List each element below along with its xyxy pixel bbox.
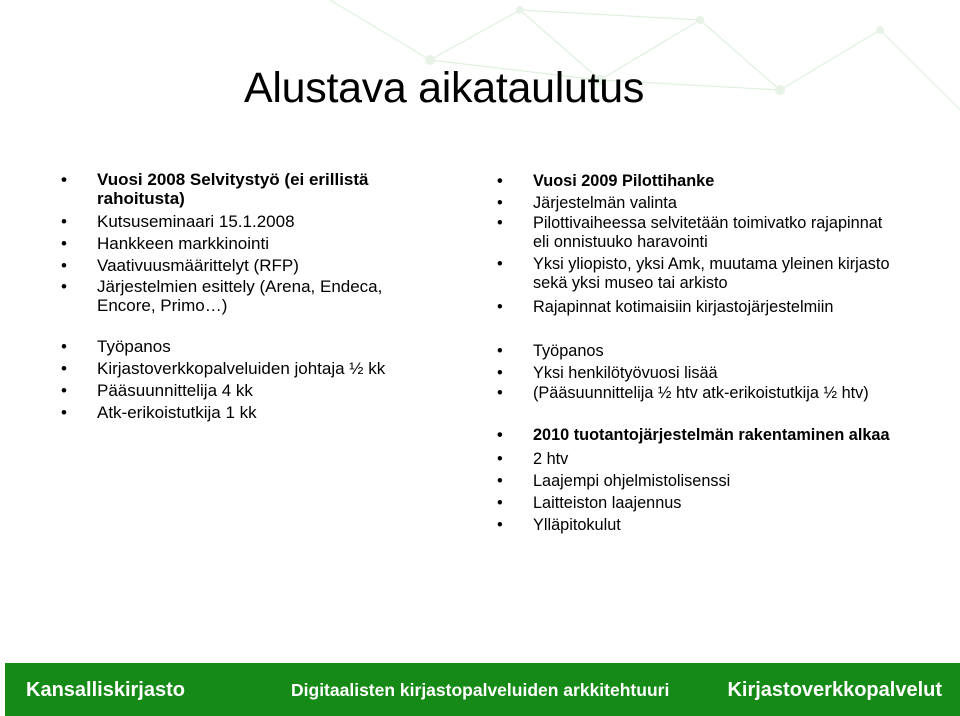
footer-bar xyxy=(5,663,960,716)
footer-center-text: Digitaalisten kirjastopalveluiden arkkitehtuuri xyxy=(291,680,670,700)
list-item: • Kirjastoverkkopalveluiden johtaja ½ kk xyxy=(97,358,427,380)
list-item: • Järjestelmän valinta xyxy=(533,192,893,214)
list-item: • Yksi yliopisto, yksi Amk, muutama yleinen kirjasto sekä yksi museo tai arkisto xyxy=(533,255,893,293)
list-item: • Laajempi ohjelmistolisenssi xyxy=(533,470,893,492)
list-item: • Kutsuseminaari 15.1.2008 xyxy=(97,211,427,233)
list-item: • Vuosi 2009 Pilottihanke xyxy=(533,170,893,192)
list-item: • Atk-erikoistutkija 1 kk xyxy=(97,402,427,424)
list-item: • Vuosi 2008 Selvitystyö (ei erillistä rahoitusta) xyxy=(97,170,427,208)
slide-title: Alustava aikataulutus xyxy=(244,64,645,112)
list-item: • Yksi henkilötyövuosi lisää xyxy=(533,362,893,384)
list-item: • Pääsuunnittelija 4 kk xyxy=(97,380,427,402)
list-item: • Laitteiston laajennus xyxy=(533,492,893,514)
footer-right-logo-text: Kirjastoverkkopalvelut xyxy=(727,679,942,701)
list-item: • Vaativuusmäärittelyt (RFP) xyxy=(97,255,427,277)
list-item: • Järjestelmien esittely (Arena, Endeca, Encore, Primo…) xyxy=(97,277,427,315)
list-item: • 2 htv xyxy=(533,448,893,470)
list-item: • Työpanos xyxy=(97,336,427,358)
list-item: • Rajapinnat kotimaisiin kirjastojärjestelmiin xyxy=(533,296,893,318)
list-item: • Ylläpitokulut xyxy=(533,514,893,536)
left-bullet-list xyxy=(97,170,427,424)
list-item: • Työpanos xyxy=(533,340,893,362)
list-item: • Hankkeen markkinointi xyxy=(97,233,427,255)
footer-left-logo-text: Kansalliskirjasto xyxy=(26,679,185,701)
list-item: • Pilottivaiheessa selvitetään toimivatko rajapinnat eli onnistuuko haravointi xyxy=(533,214,893,252)
list-item: • 2010 tuotantojärjestelmän rakentaminen alkaa xyxy=(533,426,893,445)
list-item: • (Pääsuunnittelija ½ htv atk-erikoistutkija ½ htv) xyxy=(533,384,893,403)
right-bullet-list xyxy=(533,170,893,536)
